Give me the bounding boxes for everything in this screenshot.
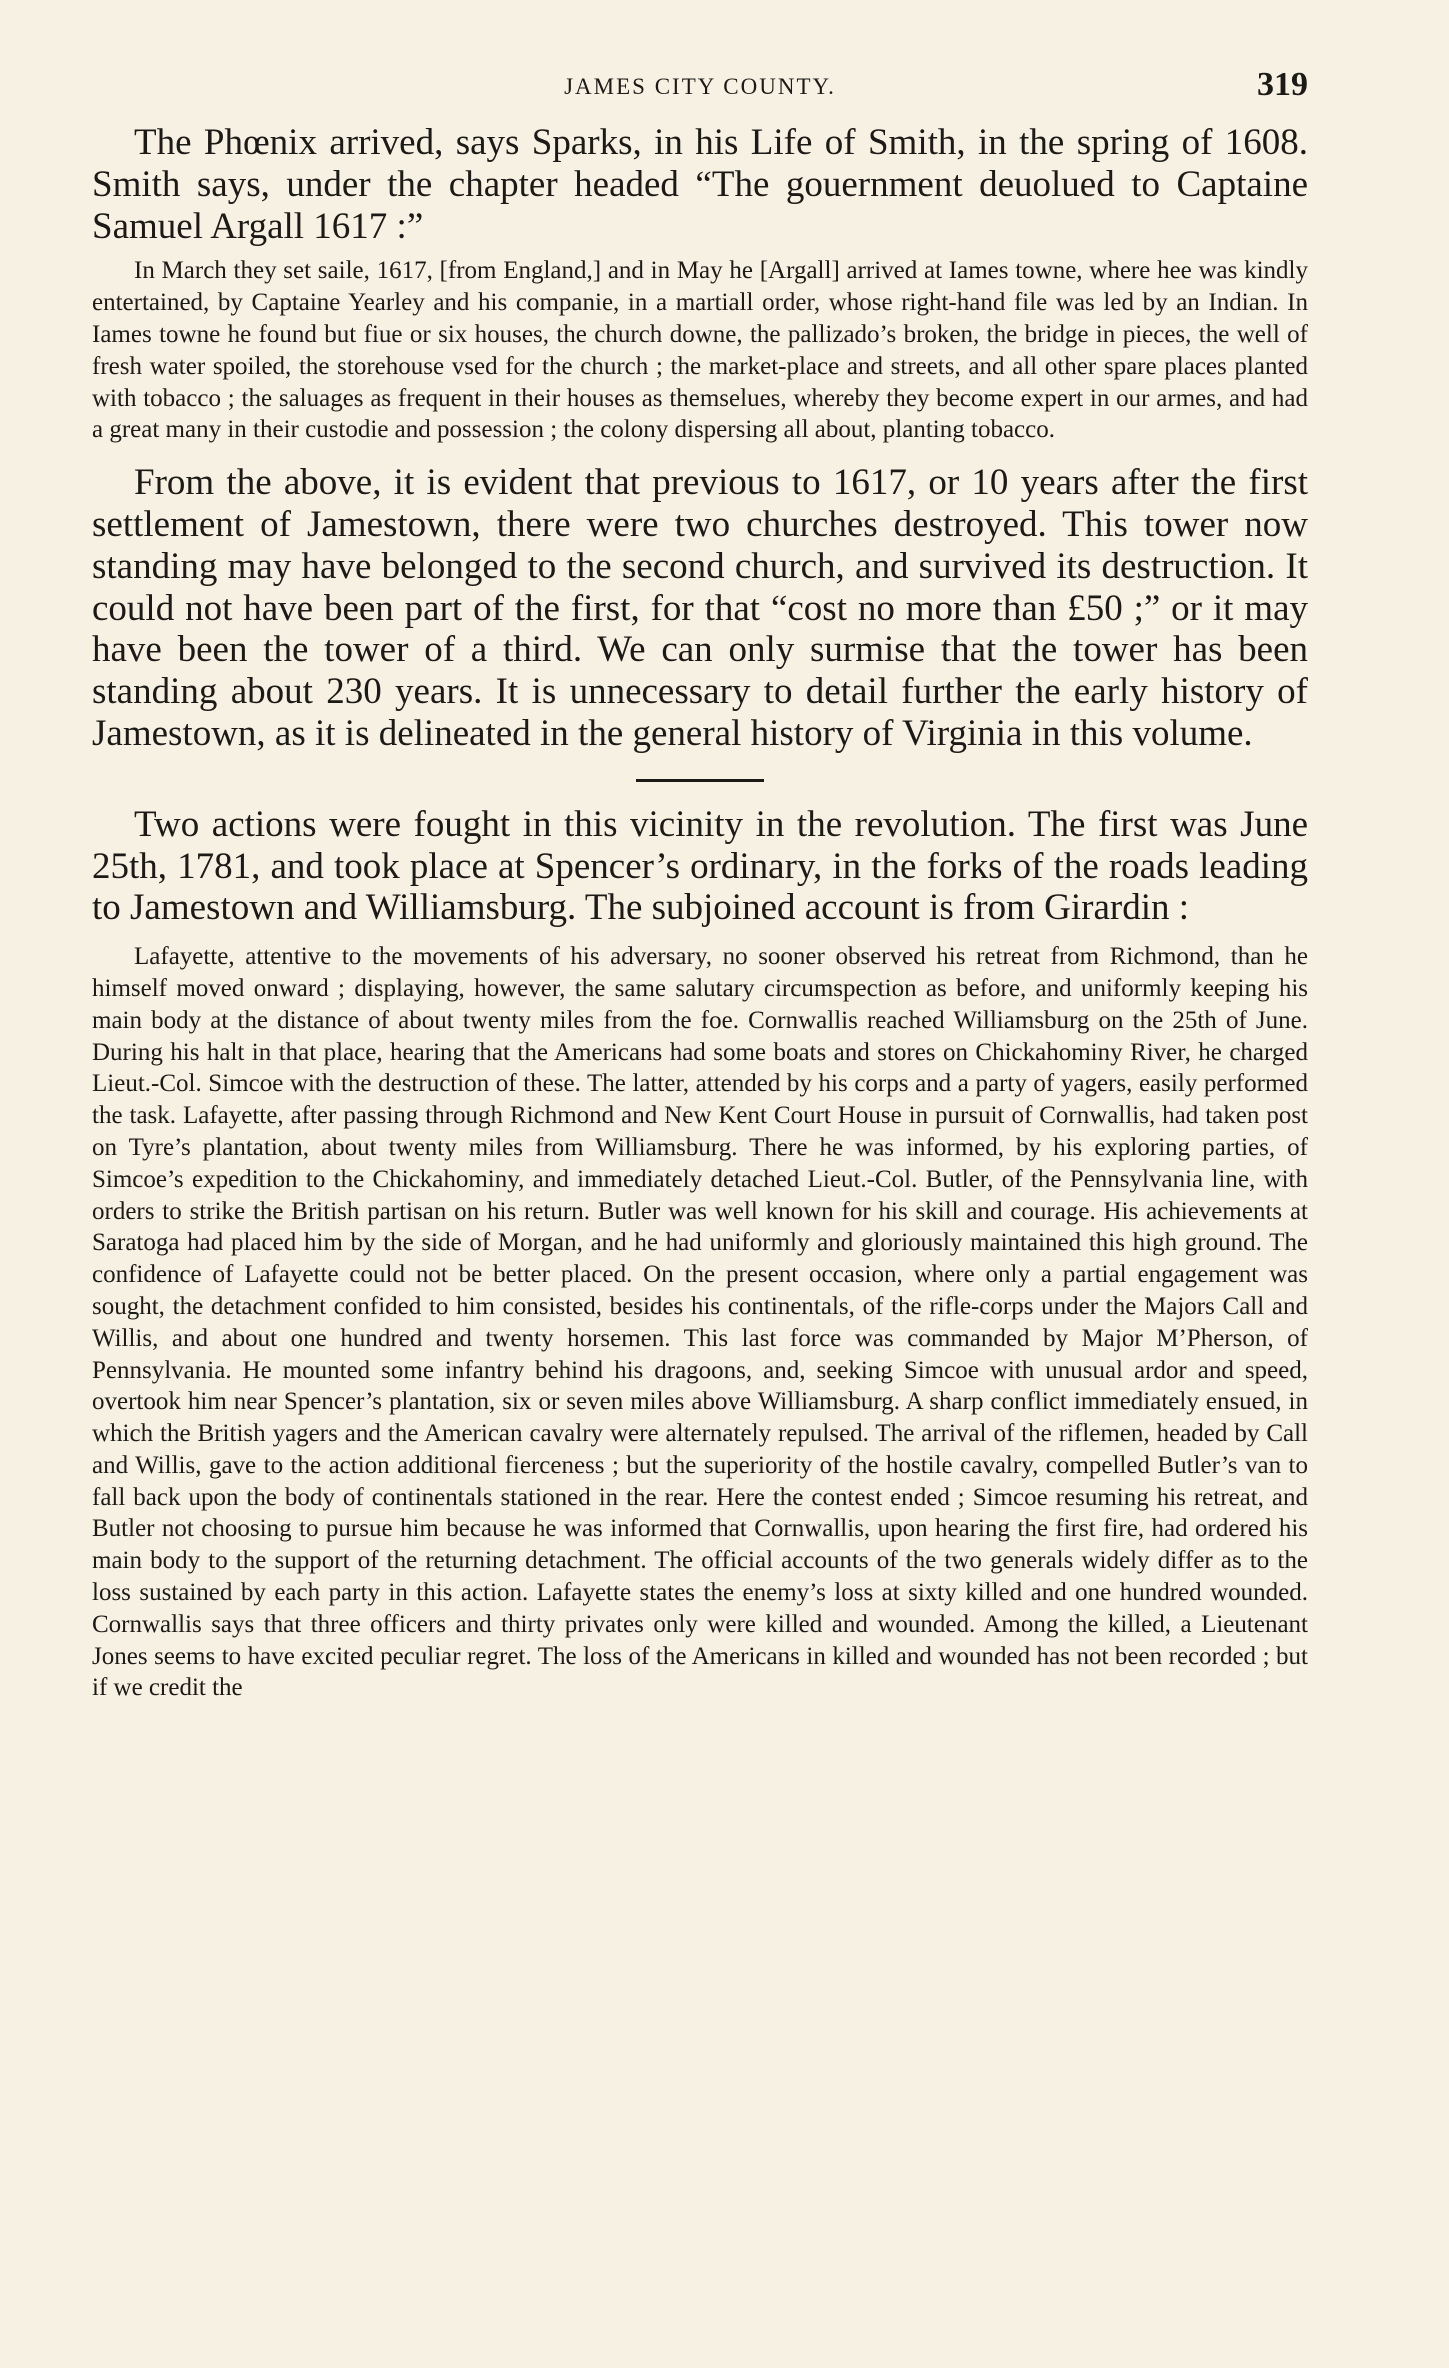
body-paragraph-phoenix: The Phœnix arrived, says Sparks, in his Life of Smith, in the spring of 1608. Smith says, under the chapter headed “The gouernment deuolued to Captaine Samuel Argall 1617 :” xyxy=(92,122,1308,247)
page-number: 319 xyxy=(1257,66,1308,103)
running-head xyxy=(92,66,1308,122)
body-paragraph-revolution: Two actions were fought in this vicinity in the revolution. The first was June 25th, 1781, and took place at Spencer’s ordinary, in the forks of the roads leading to Jamestown and Williamsburg. The subjoined account is from Girardin : xyxy=(92,803,1308,929)
quote-argall: In March they set saile, 1617, [from England,] and in May he [Argall] arrived at Iames towne, where hee was kindly entertained, by Captaine Yearley and his companie, in a martiall order, whose right-hand file was led by an Indian. In Iames towne he found but fiue or six houses, the church downe, the pallizado’s broken, the bridge in pieces, the well of fresh water spoiled, the storehouse vsed for the church ; the market-place and streets, and all other spare places planted with tobacco ; the saluages as frequent in their houses as themselues, whereby they become expert in our armes, and had a great many in their custodie and possession ; the colony dispersing all about, planting tobacco. xyxy=(92,257,1308,444)
running-title: JAMES CITY COUNTY. xyxy=(564,74,836,99)
body-paragraph-churches: From the above, it is evident that previous to 1617, or 10 years after the first settlement of Jamestown, there were two churches destroyed. This tower now standing may have belonged to the second church, and survived its destruction. It could not have been part of the first, for that “cost no more than £50 ;” or it may have been the tower of a third. We can only surmise that the tower has been standing about 230 years. It is unnecessary to detail further the early history of Jamestown, as it is delineated in the general history of Virginia in this volume. xyxy=(92,462,1308,754)
quote-girardin: Lafayette, attentive to the movements of his adversary, no sooner observed his retreat from Richmond, than he himself moved onward ; displaying, however, the same salutary circumspection as before, and uniformly keeping his main body at the distance of about twenty miles from the foe. Cornwallis reached Williamsburg on the 25th of June. During his halt in that place, hearing that the Americans had some boats and stores on Chickahominy River, he charged Lieut.-Col. Simcoe with the destruction of these. The latter, attended by his corps and a party of yagers, easily performed the task. Lafayette, after passing through Richmond and New Kent Court House in pursuit of Cornwallis, had taken post on Tyre’s plantation, about twenty miles from Williamsburg. There he was informed, by his exploring parties, of Simcoe’s expedition to the Chickahominy, and immediately detached Lieut.-Col. Butler, of the Pennsylvania line, with orders to strike the British partisan on his return. Butler was well known for his skill and courage. His achievements at Saratoga had placed him by the side of Morgan, and he had uniformly and gloriously maintained this high ground. The confidence of Lafayette could not be better placed. On the present occasion, where only a partial engagement was sought, the detachment confided to him consisted, besides his continentals, of the rifle-corps under the Majors Call and Willis, and about one hundred and twenty horsemen. This last force was commanded by Major M’Pherson, of Pennsylvania. He mounted some infantry behind his dragoons, and, seeking Simcoe with unusual ardor and speed, overtook him near Spencer’s plantation, six or seven miles above Williamsburg. A sharp conflict immediately ensued, in which the British yagers and the American cavalry were alternately repulsed. The arrival of the riflemen, headed by Call and Willis, gave to the action additional fierceness ; but the superiority of the hostile cavalry, compelled Butler’s van to fall back upon the body of continentals stationed in the rear. Here the contest ended ; Simcoe resuming his retreat, and Butler not choosing to pursue him because he was informed that Cornwallis, upon hearing the first fire, had ordered his main body to the support of the returning detachment. The official accounts of the two generals widely differ as to the loss sustained by each party in this action. Lafayette states the enemy’s loss at sixty killed and one hundred wounded. Cornwallis says that three officers and thirty privates only were killed and wounded. Among the killed, a Lieutenant Jones seems to have excited peculiar regret. The loss of the Americans in killed and wounded has not been recorded ; but if we credit the xyxy=(92,943,1308,1702)
document-page xyxy=(92,66,1308,1704)
section-divider xyxy=(636,779,764,782)
